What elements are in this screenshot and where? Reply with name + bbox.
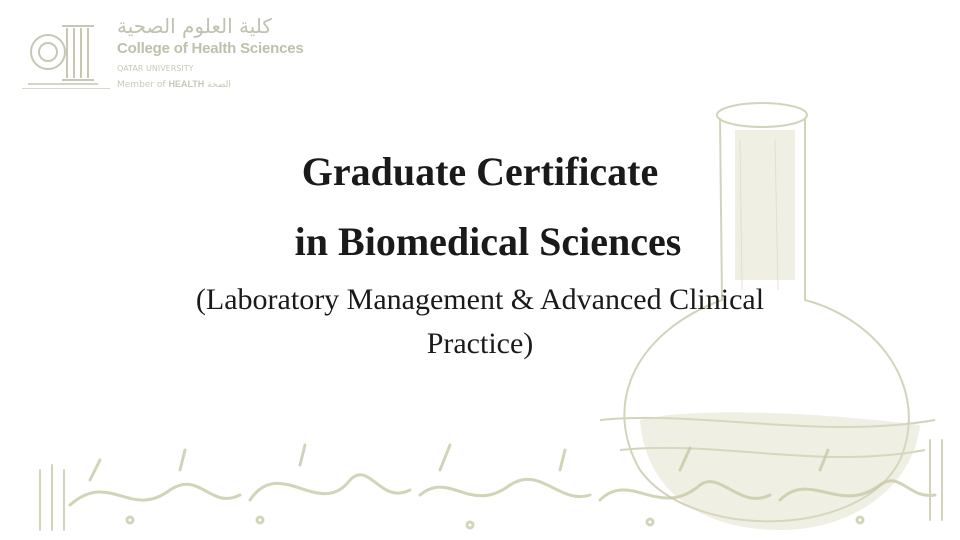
logo-cluster-name: HEALTH: [168, 79, 205, 89]
logo-cluster-arabic: الصحة: [207, 80, 231, 90]
logo-university-line: QATAR UNIVERSITY: [117, 64, 194, 73]
slide-subtitle-line-2: Practice): [426, 327, 534, 360]
slide-title-line-1: Graduate Certificate: [301, 149, 659, 194]
logo-cluster-prefix: Member of: [117, 80, 166, 90]
logo-arabic-title: كلية العلوم الصحية: [117, 14, 272, 38]
slide-subtitle-line-1: (Laboratory Management & Advanced Clinical: [195, 283, 765, 316]
logo-english-title: College of Health Sciences: [117, 40, 304, 57]
slide-title-line-2: in Biomedical Sciences: [294, 219, 682, 264]
